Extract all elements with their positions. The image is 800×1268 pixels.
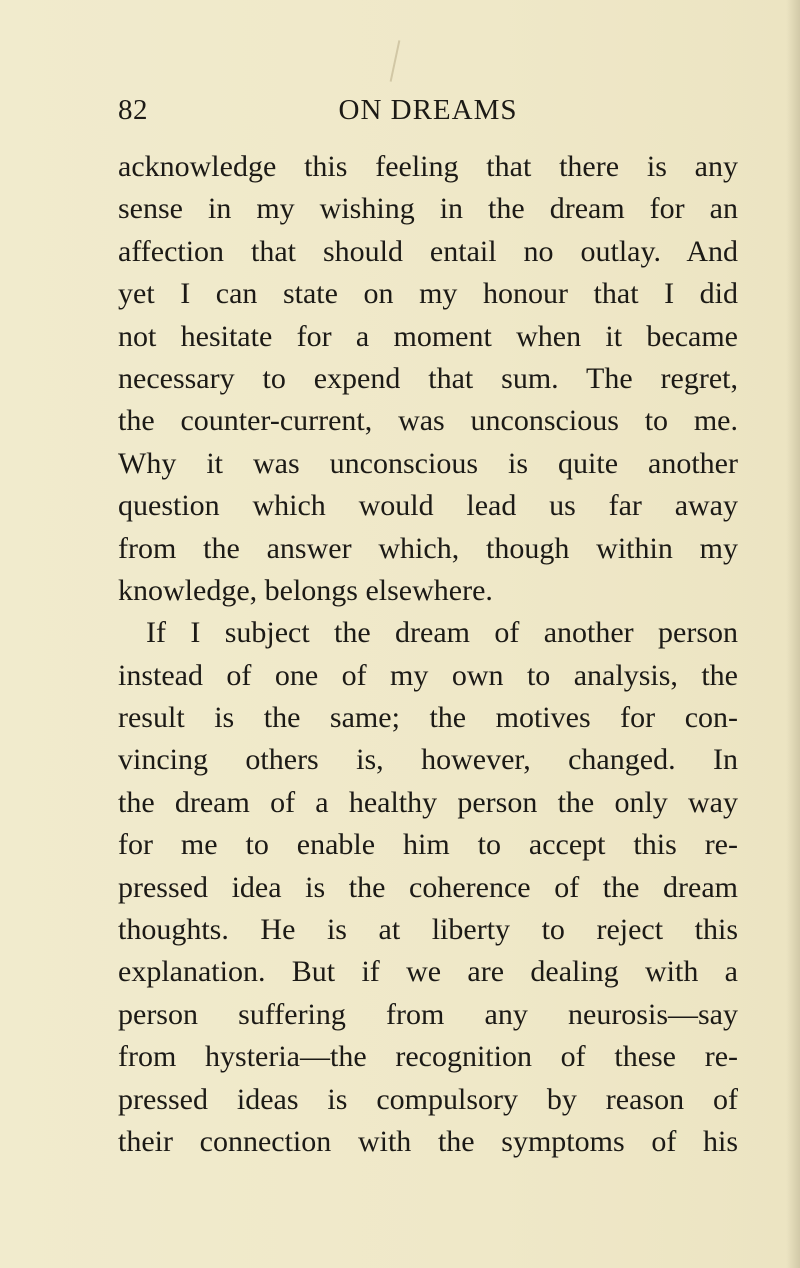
text-line: explanation. But if we are dealing with a: [118, 955, 738, 989]
text-line: from hysteria—the recognition of these re-: [118, 1040, 738, 1074]
page-crease: [390, 40, 401, 81]
page-edge-shadow: [786, 0, 800, 1268]
text-line: vincing others is, however, changed. In: [118, 743, 738, 777]
text-line: necessary to expend that sum. The regret,: [118, 361, 738, 395]
running-head: ON DREAMS: [338, 94, 518, 126]
text-line: question which would lead us far away: [118, 489, 738, 523]
text-line: the counter-current, was unconscious to me.: [118, 404, 738, 438]
text-line: not hesitate for a moment when it became: [118, 319, 738, 353]
text-line: result is the same; the motives for con-: [118, 701, 738, 735]
text-line: yet I can state on my honour that I did: [118, 277, 738, 311]
text-line: the dream of a healthy person the only way: [118, 785, 738, 819]
text-line: person suffering from any neurosis—say: [118, 997, 738, 1031]
text-line: If I subject the dream of another person: [146, 616, 738, 650]
text-line: affection that should entail no outlay. And: [118, 234, 738, 268]
body-text: [118, 146, 738, 1163]
text-line: for me to enable him to accept this re-: [118, 828, 738, 862]
text-line: pressed ideas is compulsory by reason of: [118, 1082, 738, 1116]
text-line: acknowledge this feeling that there is any: [118, 150, 738, 183]
text-line: from the answer which, though within my: [118, 531, 738, 565]
text-line: Why it was unconscious is quite another: [118, 446, 738, 480]
text-line: thoughts. He is at liberty to reject this: [118, 913, 738, 947]
text-line: instead of one of my own to analysis, the: [118, 658, 738, 692]
text-line: pressed idea is the coherence of the dream: [118, 870, 738, 904]
text-line: knowledge, belongs elsewhere.: [118, 573, 493, 607]
text-line: sense in my wishing in the dream for an: [118, 192, 738, 226]
page-header: [118, 94, 738, 134]
text-line: their connection with the symptoms of his: [118, 1124, 738, 1158]
page-number: 82: [118, 94, 148, 126]
